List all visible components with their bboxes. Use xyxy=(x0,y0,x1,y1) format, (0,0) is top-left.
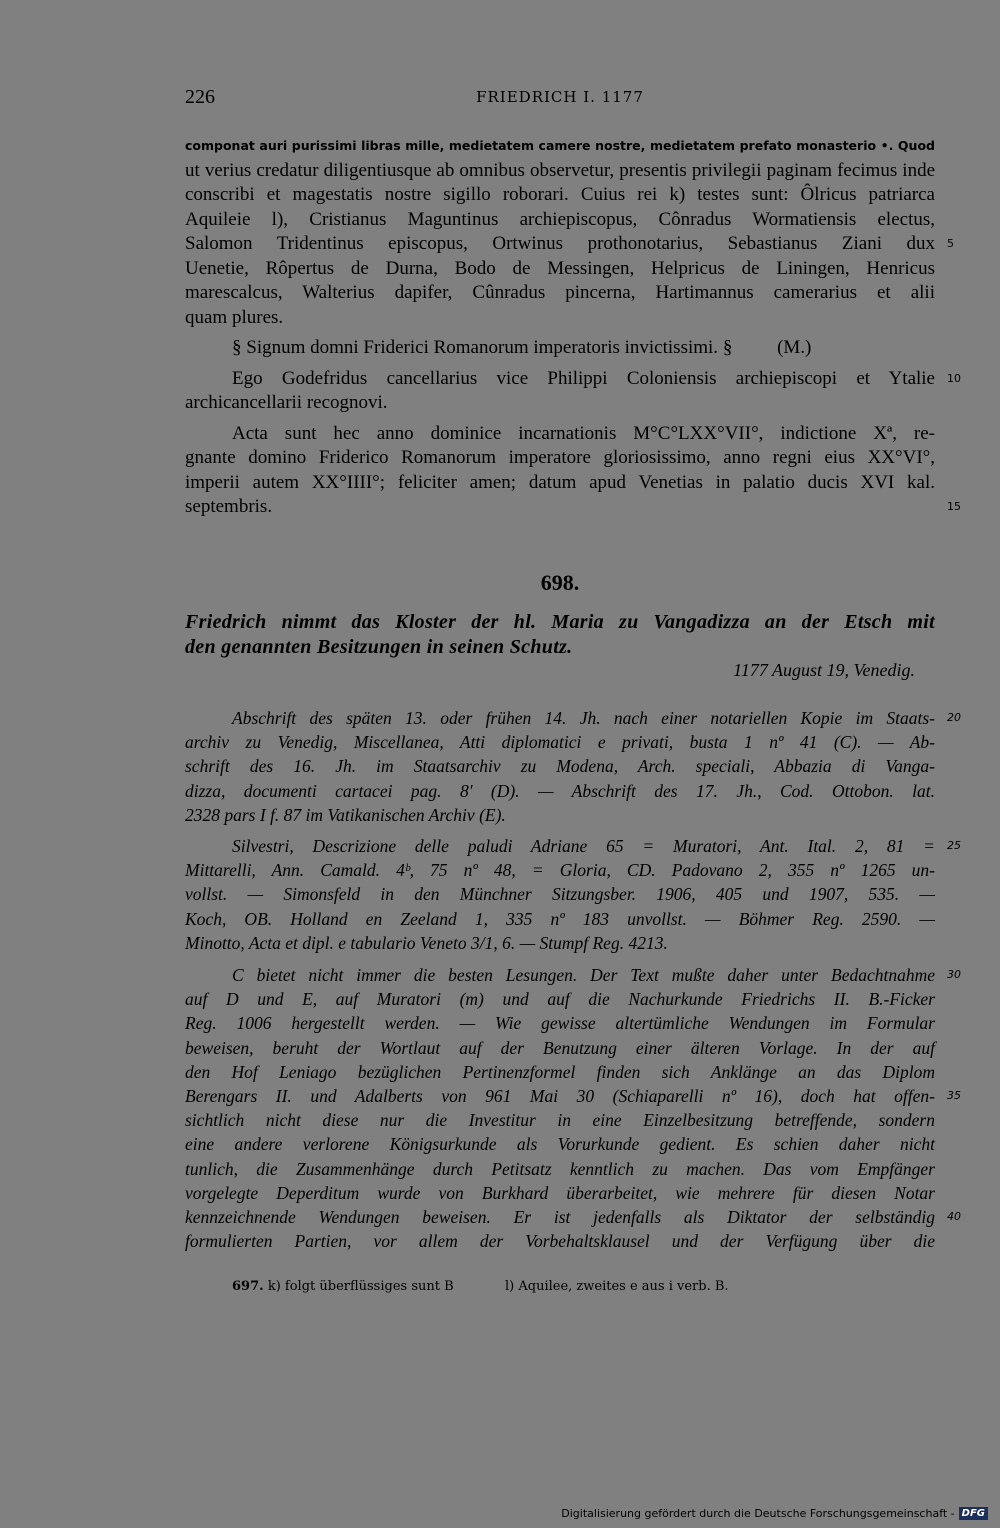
line-number: 35 xyxy=(947,1088,961,1102)
text-line-content: kennzeichnende Wendungen beweisen. Er ist jedenfalls als Diktator der selbständig xyxy=(185,1206,935,1227)
dfg-logo: DFG xyxy=(959,1507,988,1520)
signum-text: Signum domni Friderici Romanorum imperatoris invictissimi. xyxy=(246,337,719,358)
line-number: 15 xyxy=(947,500,961,513)
note-line: vorgelegte Deperditum wurde von Burkhard überarbeitet, wie mehrere für diesen Notar xyxy=(185,1182,935,1203)
running-title: FRIEDRICH I. 1177 xyxy=(476,88,644,106)
note-line: Reg. 1006 hergestellt werden. — Wie gewisse altertümliche Wendungen im Formular xyxy=(185,1013,935,1034)
dating-line: gnante domino Friderico Romanorum imperatore gloriosissimo, anno regni eius XX°VI°, xyxy=(185,447,935,468)
signum-line xyxy=(185,336,935,361)
commentary xyxy=(185,963,961,1253)
charter-text-end xyxy=(185,134,961,520)
note-line: Koch, OB. Holland en Zeeland 1, 335 nº 183 unvollst. — Böhmer Reg. 2590. — xyxy=(185,908,935,929)
note-line: vollst. — Simonsfeld in den Münchner Sitzungsber. 1906, 405 und 1907, 535. — xyxy=(185,884,935,905)
monogram-icon: § xyxy=(718,337,738,358)
regest-line: den genannten Besitzungen in seinen Schutz. xyxy=(185,635,573,658)
seal-mark: (M.) xyxy=(777,337,812,358)
note-line: auf D und E, auf Muratori (m) und auf die Nachurkunde Friedrichs II. B.-Ficker xyxy=(185,989,935,1010)
note-line: formulierten Partien, vor allem der Vorbehaltsklausel und der Verfügung über die xyxy=(185,1231,935,1252)
note-line: Mittarelli, Ann. Camald. 4ᵇ, 75 nº 48, = Gloria, CD. Padovano 2, 355 nº 1265 un- xyxy=(185,860,935,881)
line-number: 30 xyxy=(947,968,961,981)
note-line: tunlich, die Zusammenhänge durch Petitsatz kenntlich zu machen. Das vom Empfänger xyxy=(185,1158,935,1179)
line-number: 10 xyxy=(947,371,961,385)
line-number: 25 xyxy=(947,839,961,852)
note-line: sichtlich nicht diese nur die Investitur in eine Einzelbesitzung betreffende, sondern xyxy=(185,1110,935,1131)
text-line: componat auri purissimi libras mille, medietatem camere nostre, medietatem prefato monasterio •. Quod xyxy=(185,138,935,153)
text-line-content: Berengars II. und Adalberts von 961 Mai 30 (Schiaparelli nº 16), doch hat offen- xyxy=(185,1085,935,1106)
text-line: quam plures. xyxy=(185,306,284,328)
text-line-content: septembris. xyxy=(185,496,273,517)
note-line xyxy=(185,963,961,987)
footnote-doc-number: 697. xyxy=(232,1279,264,1294)
text-line-content: C bietet nicht immer die besten Lesungen. Der Text mußte daher unter Bedachtnahme xyxy=(232,965,935,985)
note-line: eine andere verlorene Königsurkunde als Vorurkunde gedient. Es schien daher nicht xyxy=(185,1134,935,1155)
note-line xyxy=(185,706,961,730)
page-header xyxy=(185,86,935,110)
regest xyxy=(185,610,935,659)
text-line: Uenetie, Rôpertus de Durna, Bodo de Messingen, Helpricus de Liningen, Henricus xyxy=(185,257,935,279)
text-line xyxy=(185,232,954,257)
date-place: 1177 August 19, Venedig. xyxy=(733,660,915,680)
dating-line: Acta sunt hec anno dominice incarnationis M°C°LXX°VII°, indictione Xª, re- xyxy=(232,422,935,444)
recognition-line xyxy=(185,367,961,392)
monogram-icon: § xyxy=(232,337,247,358)
editions-notes xyxy=(185,834,961,955)
note-line: Minotto, Acta et dipl. e tabulario Veneto 3/1, 6. — Stumpf Reg. 4213. xyxy=(185,932,668,953)
text-line-content: Salomon Tridentinus episcopus, Ortwinus prothonotarius, Sebastianus Ziani dux xyxy=(185,233,935,254)
text-line: ut verius credatur diligentiusque ab omnibus observetur, presentis privilegii paginam fecimus inde xyxy=(185,159,935,181)
note-line: 2328 pars I f. 87 im Vatikanischen Archiv (E). xyxy=(185,804,506,825)
text-line-content: Ego Godefridus cancellarius vice Philippi Coloniensis archiepiscopi et Ytalie xyxy=(232,367,935,389)
note-line: archiv zu Venedig, Miscellanea, Atti diplomatici e privati, busta 1 nº 41 (C). — Ab- xyxy=(185,732,935,753)
recognition-line: archicancellarii recognovi. xyxy=(185,392,388,413)
text-line-content: Silvestri, Descrizione delle paludi Adriane 65 = Muratori, Ant. Ital. 2, 81 = xyxy=(232,836,935,856)
footnote-text: k) folgt überflüssiges sunt B xyxy=(267,1279,454,1294)
transmission-notes xyxy=(185,706,961,827)
text-line: marescalcus, Walterius dapifer, Cûnradus pincerna, Hartimannus camerarius et alii xyxy=(185,282,935,303)
line-number: 40 xyxy=(947,1209,961,1223)
digitization-credit xyxy=(561,1507,988,1520)
note-line xyxy=(185,1084,961,1108)
note-line: beweisen, beruht der Wortlaut auf der Benutzung einer älteren Vorlage. In der auf xyxy=(185,1037,935,1058)
note-line: schrift des 16. Jh. im Staatsarchiv zu Modena, Arch. speciali, Abbazia di Vanga- xyxy=(185,756,935,777)
footnote-k xyxy=(232,1279,454,1294)
text-line-content: Abschrift des späten 13. oder frühen 14. Jh. nach einer notariellen Kopie im Staats- xyxy=(232,708,935,728)
footnote-l: l) Aquilee, zweites e aus i verb. B. xyxy=(505,1279,729,1294)
line-number: 5 xyxy=(947,237,954,250)
dating-line: imperii autem XX°IIII°; feliciter amen; datum apud Venetias in palatio ducis XVI kal. xyxy=(185,471,935,493)
note-line xyxy=(185,1205,961,1229)
document-number: 698. xyxy=(540,570,580,595)
dating-line xyxy=(185,495,961,520)
note-line: dizza, documenti cartacei pag. 8' (D). — Abschrift des 17. Jh., Cod. Ottobon. lat. xyxy=(185,780,935,801)
page-number: 226 xyxy=(185,86,215,108)
text-line: Aquileie l), Cristianus Maguntinus archiepiscopus, Cônradus Wormatiensis electus, xyxy=(185,208,935,230)
regest-line: Friedrich nimmt das Kloster der hl. Maria zu Vangadizza an der Etsch mit xyxy=(185,611,935,633)
text-line: conscribi et magestatis nostre sigillo roborari. Cuius rei k) testes sunt: Ôlricus patriarca xyxy=(185,184,935,205)
credit-text: Digitalisierung gefördert durch die Deutsche Forschungsgemeinschaft - xyxy=(561,1507,955,1520)
line-number: 20 xyxy=(947,711,961,724)
note-line xyxy=(185,834,961,858)
note-line: den Hof Leniago bezüglichen Pertinenzformel finden sich Anklänge an das Diplom xyxy=(185,1061,935,1082)
